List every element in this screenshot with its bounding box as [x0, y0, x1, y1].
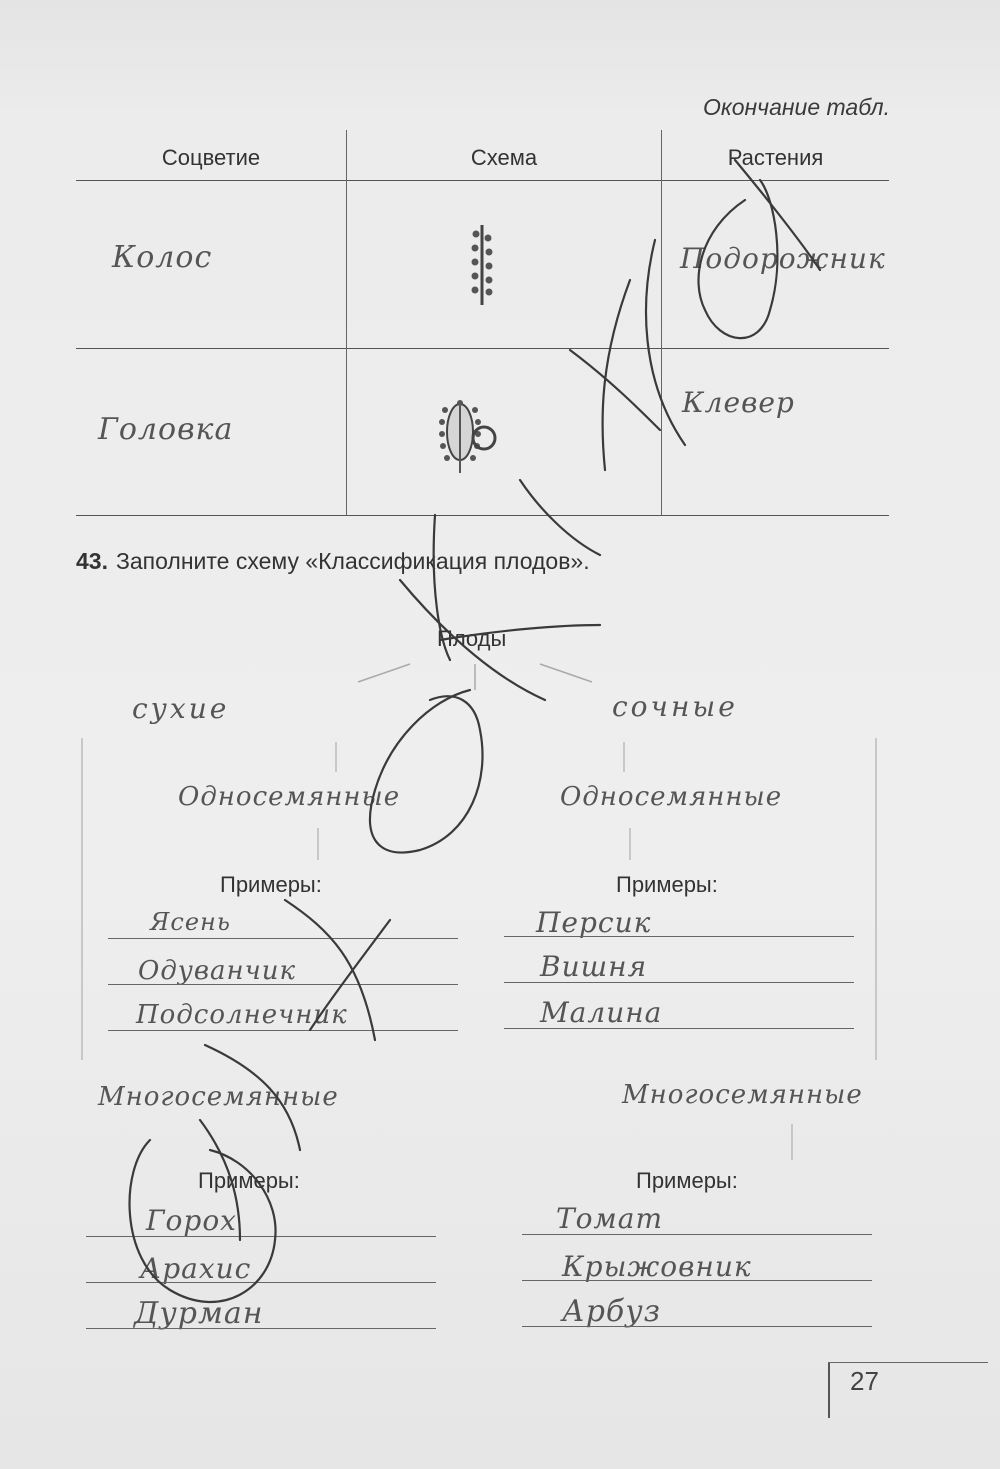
- row2-inflorescence: Головка: [98, 412, 234, 447]
- scheme-root: Плоды: [437, 626, 507, 651]
- dry-multi-seed-examples-label: Примеры:: [198, 1168, 300, 1193]
- juicy-one-seed-label: Односемянные: [560, 782, 783, 812]
- row1-plant: Подорожник: [680, 242, 886, 275]
- row2-plant: Клевер: [682, 386, 795, 419]
- row1-inflorescence: Колос: [112, 240, 213, 275]
- juicy-multi-seed-examples-label: Примеры:: [636, 1168, 738, 1193]
- table-caption: Окончание табл.: [702, 94, 890, 120]
- header-plants: Растения: [727, 145, 824, 170]
- task-text: Заполните схему «Классификация плодов».: [115, 548, 590, 574]
- task-number: 43.: [76, 548, 108, 574]
- juicy-multi-seed-example-3: Арбуз: [562, 1294, 661, 1329]
- dry-fruits-label: сухие: [132, 692, 230, 725]
- header-inflorescence: Соцветие: [161, 145, 261, 170]
- dry-multi-seed-label: Многосемянные: [98, 1082, 339, 1112]
- page-number-divider: [828, 1362, 830, 1418]
- dry-multi-seed-example-1: Горох: [146, 1204, 237, 1237]
- juicy-one-seed-example-3: Малина: [540, 996, 663, 1029]
- juicy-one-seed-example-1: Персик: [536, 906, 652, 939]
- dry-one-seed-example-1: Ясень: [150, 908, 231, 936]
- dry-one-seed-example-3: Подсолнечник: [136, 1000, 348, 1030]
- juicy-multi-seed-label: Многосемянные: [622, 1080, 863, 1110]
- dry-one-seed-example-2: Одуванчик: [138, 956, 297, 986]
- juicy-multi-seed-example-2: Крыжовник: [562, 1250, 752, 1283]
- dry-multi-seed-example-2: Арахис: [140, 1252, 252, 1285]
- dry-one-seed-label: Односемянные: [178, 782, 401, 812]
- header-scheme: Схема: [470, 145, 538, 170]
- juicy-one-seed-example-2: Вишня: [540, 950, 648, 983]
- juicy-multi-seed-example-1: Томат: [556, 1202, 663, 1235]
- juicy-fruits-label: сочные: [612, 690, 738, 723]
- dry-multi-seed-example-3: Дурман: [134, 1296, 264, 1331]
- juicy-one-seed-examples-label: Примеры:: [616, 872, 718, 897]
- page-number-rule: [828, 1362, 988, 1363]
- dry-one-seed-examples-label: Примеры:: [220, 872, 322, 897]
- page-number: 27: [850, 1366, 879, 1396]
